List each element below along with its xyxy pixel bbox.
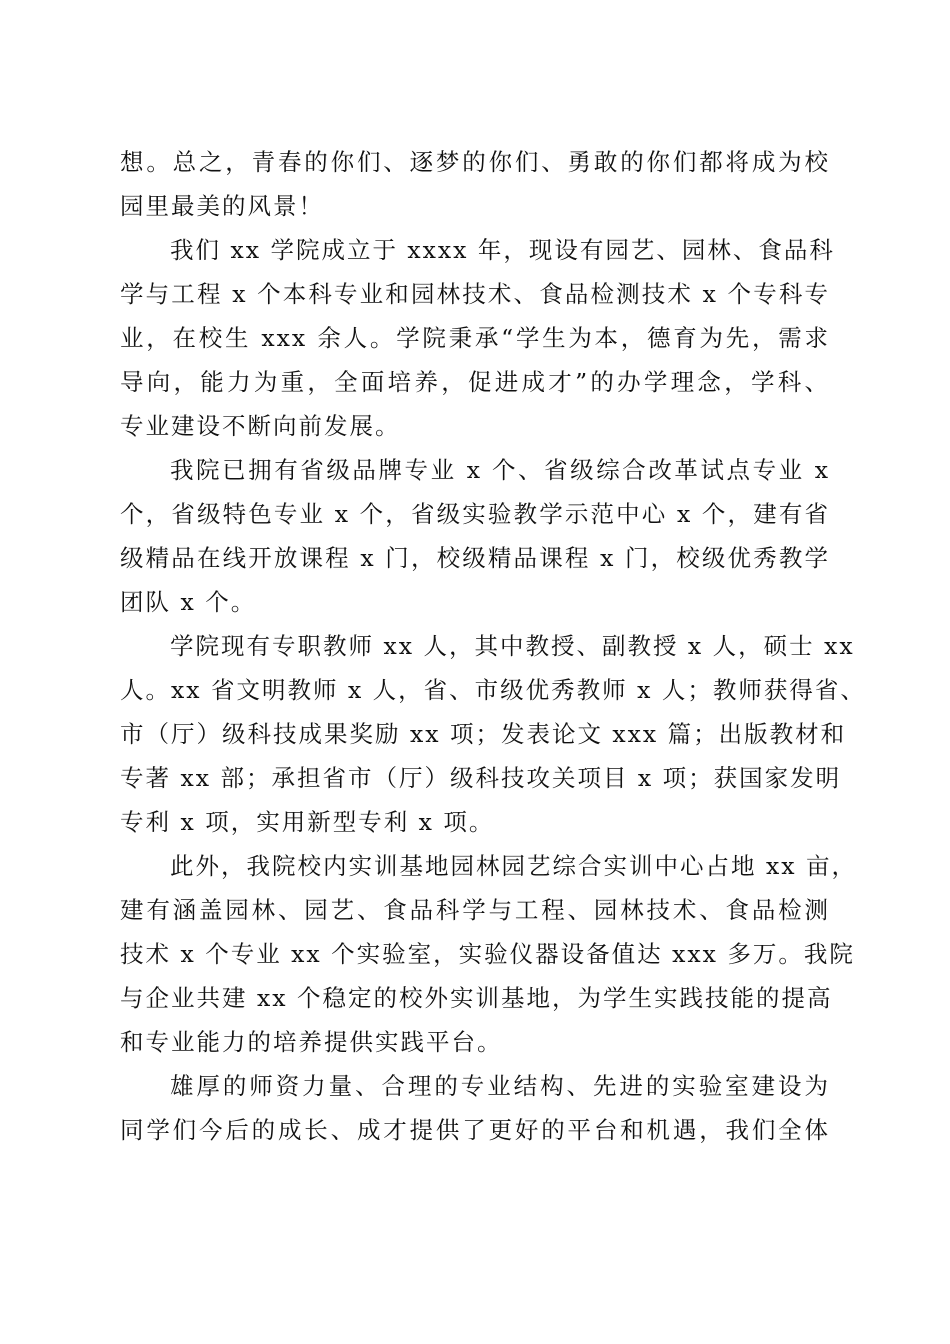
text-line: 专利 x 项，实用新型专利 x 项。 bbox=[120, 808, 495, 836]
text-line: 级精品在线开放课程 x 门，校级精品课程 x 门，校级优秀教学 bbox=[120, 544, 830, 572]
paragraph bbox=[120, 228, 835, 448]
document-body bbox=[120, 140, 866, 1152]
text-line: 学院现有专职教师 xx 人，其中教授、副教授 x 人，硕士 xx bbox=[170, 632, 855, 660]
text-line: 雄厚的师资力量、合理的专业结构、先进的实验室建设为 bbox=[170, 1072, 830, 1100]
text-line: 我们 xx 学院成立于 xxxx 年，现设有园艺、园林、食品科 bbox=[170, 236, 835, 264]
text-line: 专著 xx 部；承担省市（厅）级科技攻关项目 x 项；获国家发明 bbox=[120, 764, 842, 792]
text-line: 导向，能力为重，全面培养，促进成才”的办学理念，学科、 bbox=[120, 368, 830, 396]
text-line: 园里最美的风景！ bbox=[120, 192, 324, 220]
text-line: 同学们今后的成长、成才提供了更好的平台和机遇，我们全体 bbox=[120, 1116, 830, 1144]
text-line: 学与工程 x 个本科专业和园林技术、食品检测技术 x 个专科专 bbox=[120, 280, 830, 308]
paragraph bbox=[120, 624, 866, 844]
paragraph bbox=[120, 448, 830, 624]
text-line: 市（厅）级科技成果奖励 xx 项；发表论文 xxx 篇；出版教材和 bbox=[120, 720, 847, 748]
paragraph bbox=[120, 1064, 830, 1152]
text-line: 与企业共建 xx 个稳定的校外实训基地，为学生实践技能的提高 bbox=[120, 984, 833, 1012]
text-line: 个，省级特色专业 x 个，省级实验教学示范中心 x 个，建有省 bbox=[120, 500, 830, 528]
text-line: 建有涵盖园林、园艺、食品科学与工程、园林技术、食品检测 bbox=[120, 896, 830, 924]
text-line: 技术 x 个专业 xx 个实验室，实验仪器设备值达 xxx 多万。我院 bbox=[120, 940, 855, 968]
text-line: 此外，我院校内实训基地园林园艺综合实训中心占地 xx 亩， bbox=[170, 852, 857, 880]
text-line: 想。总之，青春的你们、逐梦的你们、勇敢的你们都将成为校 bbox=[120, 148, 830, 176]
text-line: 我院已拥有省级品牌专业 x 个、省级综合改革试点专业 x bbox=[170, 456, 830, 484]
paragraph bbox=[120, 140, 830, 228]
text-line: 团队 x 个。 bbox=[120, 588, 257, 616]
text-line: 和专业能力的培养提供实践平台。 bbox=[120, 1028, 503, 1056]
text-line: 人。xx 省文明教师 x 人，省、市级优秀教师 x 人；教师获得省、 bbox=[120, 676, 866, 704]
paragraph bbox=[120, 844, 857, 1064]
text-line: 专业建设不断向前发展。 bbox=[120, 412, 401, 440]
text-line: 业，在校生 xxx 余人。学院秉承“学生为本，德育为先，需求 bbox=[120, 324, 830, 352]
